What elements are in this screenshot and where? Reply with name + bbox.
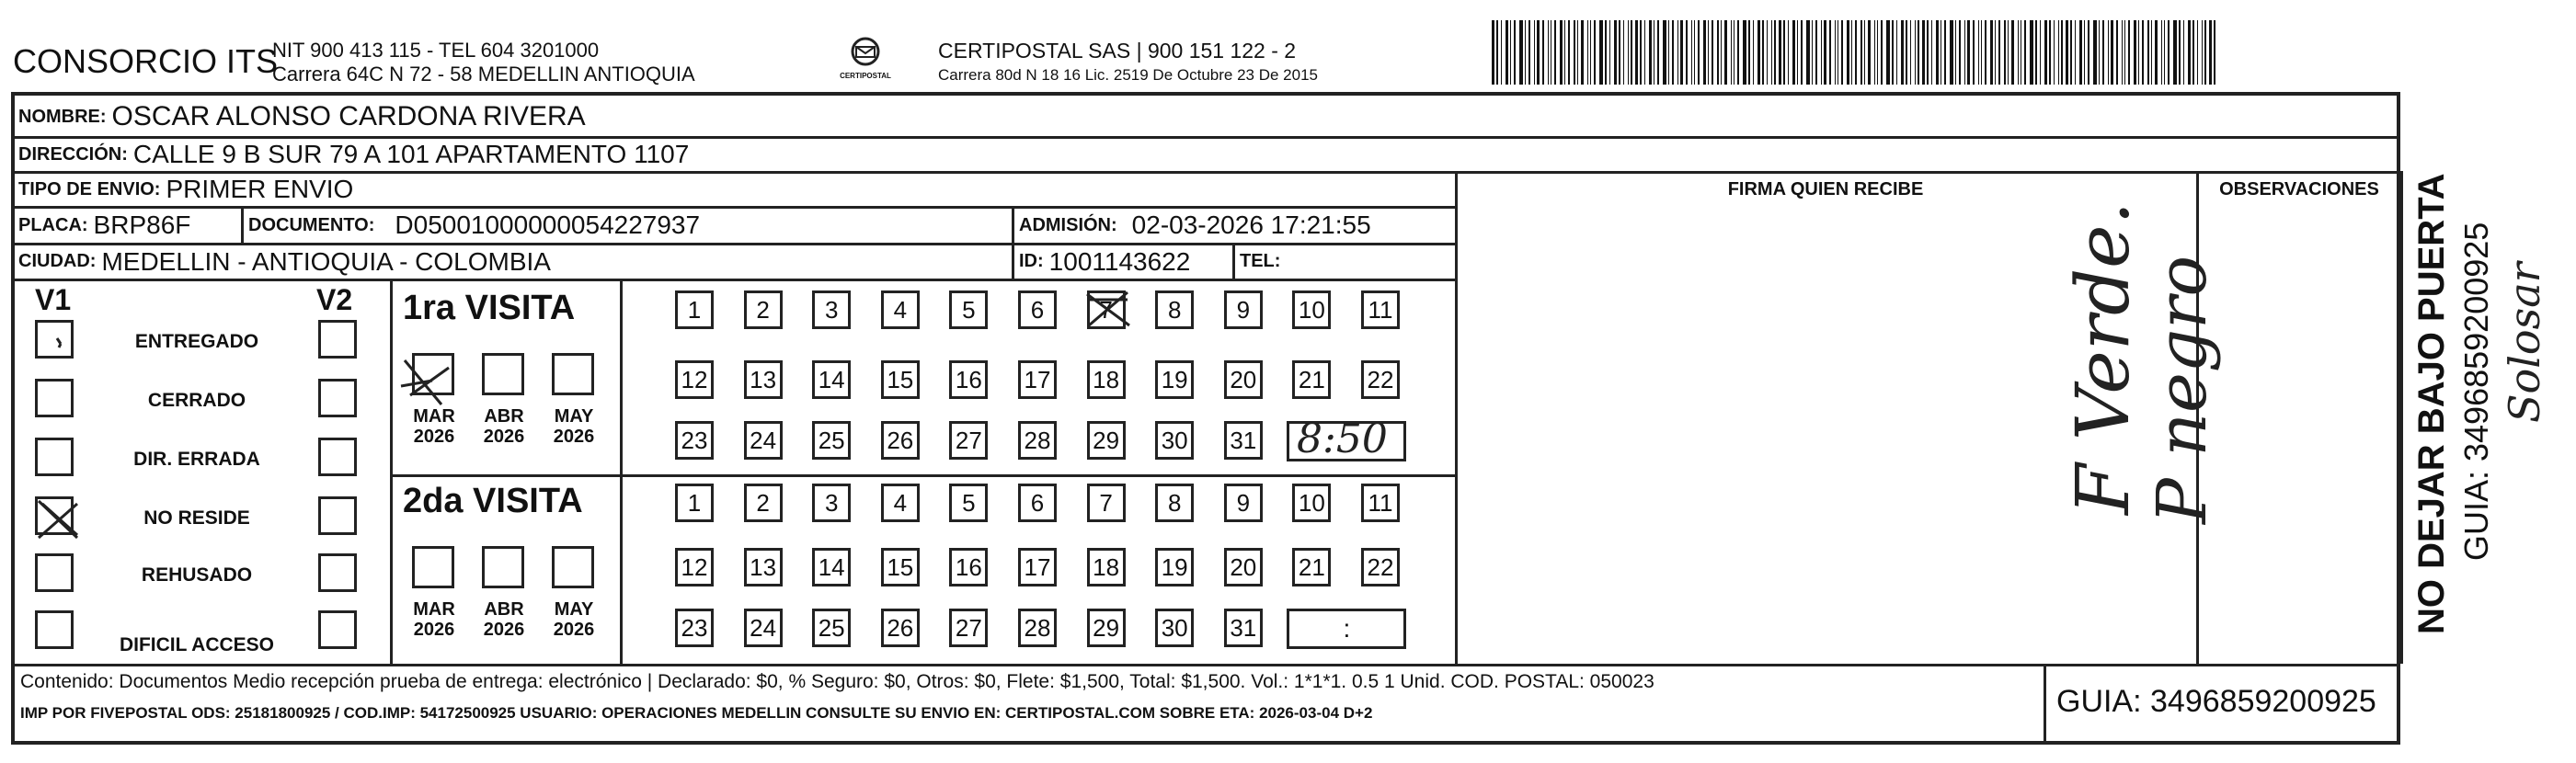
day-box[interactable]: 23 — [675, 609, 714, 647]
admision-label: ADMISIÓN: — [1019, 214, 1117, 235]
day-box[interactable]: 7 — [1087, 484, 1126, 522]
day-box[interactable]: 16 — [949, 360, 988, 399]
day-box[interactable]: 28 — [1018, 421, 1057, 460]
observation-handwriting-2: P negro — [2143, 255, 2222, 524]
day-box[interactable]: 8 — [1155, 290, 1194, 329]
day-box[interactable]: 13 — [744, 360, 783, 399]
documento-value: D05001000000054227937 — [395, 211, 701, 239]
day-box[interactable]: 5 — [949, 484, 988, 522]
day-box[interactable]: 24 — [744, 609, 783, 647]
direccion-value: CALLE 9 B SUR 79 A 101 APARTAMENTO 1107 — [132, 140, 690, 168]
time-box[interactable]: : — [1287, 609, 1406, 649]
day-box[interactable]: 5 — [949, 290, 988, 329]
observaciones-label: OBSERVACIONES — [2219, 178, 2379, 199]
status-label: REHUSADO — [141, 564, 253, 586]
day-box[interactable]: 27 — [949, 609, 988, 647]
day-box[interactable]: 4 — [881, 290, 920, 329]
day-box[interactable]: 21 — [1292, 360, 1331, 399]
day-box[interactable]: 15 — [881, 548, 920, 586]
day-box[interactable]: 24 — [744, 421, 783, 460]
day-box[interactable]: 17 — [1018, 360, 1057, 399]
company-name: CONSORCIO ITS — [13, 42, 279, 80]
nombre-value: OSCAR ALONSO CARDONA RIVERA — [111, 101, 586, 131]
direccion-label: DIRECCIÓN: — [18, 143, 128, 165]
day-box[interactable]: 18 — [1087, 548, 1126, 586]
day-box[interactable]: 26 — [881, 609, 920, 647]
admision-value: 02-03-2026 17:21:55 — [1131, 211, 1371, 239]
day-box[interactable]: 12 — [675, 548, 714, 586]
day-box[interactable]: 23 — [675, 421, 714, 460]
footer-line-2: IMP POR FIVEPOSTAL ODS: 25181800925 / COD.IMP: 54172500925 USUARIO: OPERACIONES MEDELLIN CONSULTE SU ENVIO EN: CERTIPOSTAL.COM SOBRE ETA: 2026-03-04 D+2 — [20, 704, 1373, 722]
day-box[interactable]: 14 — [812, 360, 851, 399]
month-label: MAY 2026 — [553, 599, 595, 640]
tipo-value: PRIMER ENVIO — [166, 175, 354, 203]
footer-line-1: Contenido: Documentos Medio recepción prueba de entrega: electrónico | Declarado: $0, % Seguro: $0, Otros: $0, Flete: $1,500, Total: $1,500. Vol.: 1*1*1. 0.5 1 Unid. COD. POSTAL: 050023 — [20, 671, 1654, 692]
day-box[interactable]: 25 — [812, 421, 851, 460]
day-box[interactable]: 25 — [812, 609, 851, 647]
day-box[interactable]: 20 — [1224, 360, 1263, 399]
day-box[interactable]: 6 — [1018, 290, 1057, 329]
placa-value: BRP86F — [93, 211, 191, 239]
month-label: ABR 2026 — [483, 406, 525, 447]
second-visit-title: 2da VISITA — [403, 482, 583, 520]
day-box[interactable]: 31 — [1224, 609, 1263, 647]
day-box[interactable]: 12 — [675, 360, 714, 399]
ciudad-label: CIUDAD: — [18, 251, 97, 271]
day-box[interactable]: 13 — [744, 548, 783, 586]
day-box[interactable]: 7 — [1087, 290, 1126, 329]
day-box[interactable]: 1 — [675, 484, 714, 522]
month-label: MAR 2026 — [413, 599, 455, 640]
day-box[interactable]: 3 — [812, 290, 851, 329]
footer-guia: GUIA: 3496859200925 — [2056, 684, 2376, 719]
day-box[interactable]: 2 — [744, 290, 783, 329]
status-label: DIR. ERRADA — [133, 449, 260, 470]
address-line: Carrera 64C N 72 - 58 MEDELLIN ANTIOQUIA — [272, 63, 695, 85]
day-box[interactable]: 30 — [1155, 421, 1194, 460]
day-box[interactable]: 10 — [1292, 290, 1331, 329]
day-box[interactable]: 30 — [1155, 609, 1194, 647]
nit-line: NIT 900 413 115 - TEL 604 3201000 — [272, 39, 600, 62]
day-box[interactable]: 4 — [881, 484, 920, 522]
v1-label: V1 — [35, 283, 72, 316]
day-box[interactable]: 20 — [1224, 548, 1263, 586]
day-box[interactable]: 1 — [675, 290, 714, 329]
day-box[interactable]: 21 — [1292, 548, 1331, 586]
nombre-label: NOMBRE: — [18, 106, 107, 127]
month-label: MAR 2026 — [413, 406, 455, 447]
logo-text: CERTIPOSTAL — [840, 72, 891, 80]
ciudad-value: MEDELLIN - ANTIOQUIA - COLOMBIA — [101, 246, 551, 276]
day-box[interactable]: 19 — [1155, 360, 1194, 399]
day-box[interactable]: 27 — [949, 421, 988, 460]
day-box[interactable]: 11 — [1361, 484, 1400, 522]
day-box[interactable]: 22 — [1361, 360, 1400, 399]
first-visit-title: 1ra VISITA — [403, 289, 576, 327]
tel-label: TEL: — [1240, 251, 1281, 271]
day-box[interactable]: 3 — [812, 484, 851, 522]
tipo-label: TIPO DE ENVIO: — [18, 178, 161, 199]
status-label: DIFICIL ACCESO — [119, 634, 274, 655]
day-box[interactable]: 18 — [1087, 360, 1126, 399]
documento-label: DOCUMENTO: — [248, 214, 375, 235]
day-box[interactable]: 9 — [1224, 484, 1263, 522]
day-box[interactable]: 26 — [881, 421, 920, 460]
day-box[interactable]: 14 — [812, 548, 851, 586]
day-box[interactable]: 29 — [1087, 421, 1126, 460]
firma-label: FIRMA QUIEN RECIBE — [1727, 178, 1924, 199]
day-box[interactable]: 16 — [949, 548, 988, 586]
day-box[interactable]: 8 — [1155, 484, 1194, 522]
day-box[interactable]: 31 — [1224, 421, 1263, 460]
certipostal-line: CERTIPOSTAL SAS | 900 151 122 - 2 — [938, 39, 1297, 63]
day-box[interactable]: 2 — [744, 484, 783, 522]
observation-handwriting-1: F Verde. — [2060, 201, 2146, 515]
status-label: NO RESIDE — [143, 507, 250, 529]
side-guia: GUIA: 3496859200925 — [2457, 222, 2495, 561]
day-box[interactable]: 22 — [1361, 548, 1400, 586]
status-label: ENTREGADO — [134, 331, 259, 352]
side-handwriting: Solosar — [2500, 262, 2549, 423]
day-box[interactable]: 11 — [1361, 290, 1400, 329]
id-label: ID: — [1019, 251, 1044, 271]
day-box[interactable]: 15 — [881, 360, 920, 399]
day-box[interactable]: 17 — [1018, 548, 1057, 586]
no-dejar-bajo-puerta: NO DEJAR BAJO PUERTA — [2411, 173, 2452, 634]
placa-label: PLACA: — [18, 214, 88, 235]
id-value: 1001143622 — [1048, 246, 1191, 276]
day-box[interactable]: 6 — [1018, 484, 1057, 522]
first-visit-time: 8:50 — [1297, 416, 1388, 462]
month-label: MAY 2026 — [553, 406, 595, 447]
day-box[interactable]: 9 — [1224, 290, 1263, 329]
month-label: ABR 2026 — [483, 599, 525, 640]
day-box[interactable]: 10 — [1292, 484, 1331, 522]
status-label: CERRADO — [147, 390, 246, 411]
day-box[interactable]: 29 — [1087, 609, 1126, 647]
license-line: Carrera 80d N 18 16 Lic. 2519 De Octubre 23 De 2015 — [938, 66, 1318, 84]
day-box[interactable]: 28 — [1018, 609, 1057, 647]
v2-label: V2 — [316, 283, 353, 316]
day-box[interactable]: 19 — [1155, 548, 1194, 586]
